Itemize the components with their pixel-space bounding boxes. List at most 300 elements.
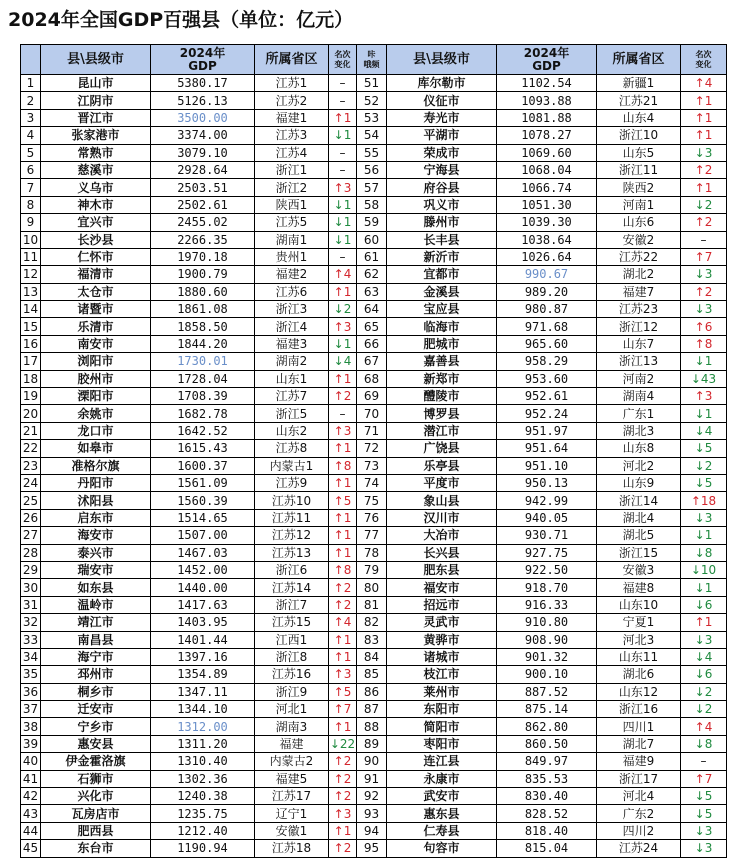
gdp-cell: 1682.78 bbox=[151, 405, 255, 422]
county-name-cell: 迁安市 bbox=[41, 701, 151, 718]
rank-cell: 79 bbox=[357, 561, 387, 578]
gdp-cell: 1311.20 bbox=[151, 735, 255, 752]
gdp-cell: 1190.94 bbox=[151, 840, 255, 857]
county-name-cell: 海安市 bbox=[41, 527, 151, 544]
rank-cell: 73 bbox=[357, 457, 387, 474]
rank-cell: 29 bbox=[21, 561, 41, 578]
province-cell: 浙江4 bbox=[255, 318, 329, 335]
table-row bbox=[21, 231, 727, 248]
province-cell: 山东10 bbox=[597, 596, 681, 613]
rank-cell: 52 bbox=[357, 92, 387, 109]
rank-cell: 8 bbox=[21, 196, 41, 213]
rank-cell: 24 bbox=[21, 474, 41, 491]
rank-cell: 61 bbox=[357, 248, 387, 265]
province-cell: 山东6 bbox=[597, 214, 681, 231]
rank-change-cell: ↑2 bbox=[681, 283, 727, 300]
gdp-cell: 980.87 bbox=[497, 301, 597, 318]
province-cell: 陕西2 bbox=[597, 179, 681, 196]
gdp-cell: 922.50 bbox=[497, 561, 597, 578]
rank-change-cell: ↑1 bbox=[681, 179, 727, 196]
gdp-cell: 1235.75 bbox=[151, 805, 255, 822]
rank-change-cell: ↑4 bbox=[681, 75, 727, 92]
county-name-cell: 海宁市 bbox=[41, 648, 151, 665]
rank-change-cell: ↑2 bbox=[329, 579, 357, 596]
county-name-cell: 乐清市 bbox=[41, 318, 151, 335]
rank-cell: 82 bbox=[357, 614, 387, 631]
gdp-cell: 828.52 bbox=[497, 805, 597, 822]
rank-change-cell: ↑1 bbox=[329, 648, 357, 665]
gdp-cell: 3079.10 bbox=[151, 144, 255, 161]
rank-change-cell: ↑2 bbox=[681, 161, 727, 178]
gdp-cell: 1560.39 bbox=[151, 492, 255, 509]
gdp-cell: 951.10 bbox=[497, 457, 597, 474]
province-cell: 江苏15 bbox=[255, 614, 329, 631]
county-name-cell: 新郑市 bbox=[387, 370, 497, 387]
table-row bbox=[21, 75, 727, 92]
rank-change-cell: ↑3 bbox=[329, 422, 357, 439]
rank-cell: 83 bbox=[357, 631, 387, 648]
county-name-cell: 福安市 bbox=[387, 579, 497, 596]
gdp-cell: 1302.36 bbox=[151, 770, 255, 787]
province-cell: 安徽2 bbox=[597, 231, 681, 248]
province-cell: 山东2 bbox=[255, 422, 329, 439]
table-row bbox=[21, 196, 727, 213]
rank-cell: 45 bbox=[21, 840, 41, 857]
rank-cell: 25 bbox=[21, 492, 41, 509]
county-name-cell: 枣阳市 bbox=[387, 735, 497, 752]
rank-change-cell: ↓3 bbox=[681, 301, 727, 318]
gdp-cell: 3500.00 bbox=[151, 109, 255, 126]
table-row bbox=[21, 388, 727, 405]
county-name-cell: 醴陵市 bbox=[387, 388, 497, 405]
province-cell: 江苏4 bbox=[255, 144, 329, 161]
province-cell: 福建8 bbox=[597, 579, 681, 596]
table-row bbox=[21, 527, 727, 544]
province-cell: 山东9 bbox=[597, 474, 681, 491]
province-cell: 浙江1 bbox=[255, 161, 329, 178]
province-cell: 湖北3 bbox=[597, 422, 681, 439]
county-name-cell: 惠东县 bbox=[387, 805, 497, 822]
rank-change-cell: ↓5 bbox=[681, 440, 727, 457]
province-cell: 安徽3 bbox=[597, 561, 681, 578]
table-row bbox=[21, 109, 727, 126]
province-cell: 湖北2 bbox=[597, 266, 681, 283]
county-name-cell: 南安市 bbox=[41, 335, 151, 352]
province-cell: 湖南3 bbox=[255, 718, 329, 735]
province-cell: 陕西1 bbox=[255, 196, 329, 213]
province-cell: 福建5 bbox=[255, 770, 329, 787]
gdp-cell: 1212.40 bbox=[151, 822, 255, 839]
rank-change-cell: ↑5 bbox=[329, 492, 357, 509]
rank-change-cell: ↑1 bbox=[329, 440, 357, 457]
rank-change-cell: ↑1 bbox=[681, 109, 727, 126]
table-row bbox=[21, 353, 727, 370]
county-name-cell: 巩义市 bbox=[387, 196, 497, 213]
gdp-cell: 952.61 bbox=[497, 388, 597, 405]
gdp-cell: 965.60 bbox=[497, 335, 597, 352]
province-cell: 广东1 bbox=[597, 405, 681, 422]
rank-cell: 71 bbox=[357, 422, 387, 439]
gdp-cell: 1417.63 bbox=[151, 596, 255, 613]
county-name-cell: 金溪县 bbox=[387, 283, 497, 300]
table-row bbox=[21, 840, 727, 857]
province-cell: 新疆1 bbox=[597, 75, 681, 92]
county-name-cell: 大冶市 bbox=[387, 527, 497, 544]
province-cell: 浙江10 bbox=[597, 127, 681, 144]
table-row bbox=[21, 283, 727, 300]
gdp-cell: 1093.88 bbox=[497, 92, 597, 109]
page-title: 2024年全国GDP百强县（单位：亿元） bbox=[8, 9, 354, 31]
county-name-cell: 伊金霍洛旗 bbox=[41, 753, 151, 770]
gdp-cell: 1858.50 bbox=[151, 318, 255, 335]
county-name-cell: 象山县 bbox=[387, 492, 497, 509]
gdp-cell: 1861.08 bbox=[151, 301, 255, 318]
province-cell: 河北2 bbox=[597, 457, 681, 474]
rank-cell: 43 bbox=[21, 805, 41, 822]
table-row bbox=[21, 788, 727, 805]
county-name-cell: 滕州市 bbox=[387, 214, 497, 231]
table-row bbox=[21, 266, 727, 283]
province-cell: 江苏6 bbox=[255, 283, 329, 300]
province-cell: 湖北5 bbox=[597, 527, 681, 544]
rank-change-cell: ↓5 bbox=[681, 474, 727, 491]
table-row bbox=[21, 718, 727, 735]
gdp-cell: 1051.30 bbox=[497, 196, 597, 213]
county-name-cell: 肥西县 bbox=[41, 822, 151, 839]
county-name-cell: 仁寿县 bbox=[387, 822, 497, 839]
gdp-cell: 1312.00 bbox=[151, 718, 255, 735]
gdp-cell: 1026.64 bbox=[497, 248, 597, 265]
header-change-left: 名次 变化 bbox=[329, 45, 357, 75]
province-cell: 山东7 bbox=[597, 335, 681, 352]
rank-cell: 90 bbox=[357, 753, 387, 770]
county-name-cell: 长丰县 bbox=[387, 231, 497, 248]
rank-cell: 87 bbox=[357, 701, 387, 718]
rank-change-cell: ↑1 bbox=[329, 283, 357, 300]
gdp-cell: 1615.43 bbox=[151, 440, 255, 457]
province-cell: 湖北7 bbox=[597, 735, 681, 752]
rank-cell: 51 bbox=[357, 75, 387, 92]
rank-change-cell: ↑7 bbox=[681, 770, 727, 787]
county-name-cell: 乐亭县 bbox=[387, 457, 497, 474]
county-name-cell: 胶州市 bbox=[41, 370, 151, 387]
header-rank-right: 咔 哦频 bbox=[357, 45, 387, 75]
county-name-cell: 汉川市 bbox=[387, 509, 497, 526]
gdp-cell: 1844.20 bbox=[151, 335, 255, 352]
gdp-cell: 875.14 bbox=[497, 701, 597, 718]
province-cell: 江苏13 bbox=[255, 544, 329, 561]
gdp-cell: 835.53 bbox=[497, 770, 597, 787]
header-name-left: 县\县级市 bbox=[41, 45, 151, 75]
rank-cell: 21 bbox=[21, 422, 41, 439]
rank-change-cell: ↑1 bbox=[329, 509, 357, 526]
county-name-cell: 桐乡市 bbox=[41, 683, 151, 700]
county-name-cell: 宜兴市 bbox=[41, 214, 151, 231]
rank-change-cell: ↓1 bbox=[329, 127, 357, 144]
province-cell: 广东2 bbox=[597, 805, 681, 822]
rank-cell: 78 bbox=[357, 544, 387, 561]
rank-cell: 59 bbox=[357, 214, 387, 231]
gdp-cell: 1401.44 bbox=[151, 631, 255, 648]
county-name-cell: 准格尔旗 bbox=[41, 457, 151, 474]
gdp-cell: 942.99 bbox=[497, 492, 597, 509]
rank-change-cell: – bbox=[681, 753, 727, 770]
gdp-cell: 1561.09 bbox=[151, 474, 255, 491]
rank-change-cell: – bbox=[681, 231, 727, 248]
header-change-right: 名次 变化 bbox=[681, 45, 727, 75]
rank-cell: 67 bbox=[357, 353, 387, 370]
rank-cell: 38 bbox=[21, 718, 41, 735]
rank-cell: 95 bbox=[357, 840, 387, 857]
province-cell: 河北1 bbox=[255, 701, 329, 718]
rank-change-cell: ↓1 bbox=[681, 527, 727, 544]
table-row bbox=[21, 735, 727, 752]
header-rank-left bbox=[21, 45, 41, 75]
province-cell: 湖南2 bbox=[255, 353, 329, 370]
rank-cell: 60 bbox=[357, 231, 387, 248]
rank-change-cell: ↑1 bbox=[329, 474, 357, 491]
gdp-cell: 849.97 bbox=[497, 753, 597, 770]
rank-cell: 94 bbox=[357, 822, 387, 839]
rank-change-cell: ↑8 bbox=[329, 457, 357, 474]
rank-change-cell: ↓22 bbox=[329, 737, 356, 752]
county-name-cell: 江阴市 bbox=[41, 92, 151, 109]
gdp-cell: 5380.17 bbox=[151, 75, 255, 92]
gdp-cell: 1507.00 bbox=[151, 527, 255, 544]
province-cell: 四川1 bbox=[597, 718, 681, 735]
gdp-table-container bbox=[20, 44, 726, 858]
table-row bbox=[21, 666, 727, 683]
rank-cell: 54 bbox=[357, 127, 387, 144]
gdp-cell: 1066.74 bbox=[497, 179, 597, 196]
gdp-cell: 918.70 bbox=[497, 579, 597, 596]
province-cell: 宁夏1 bbox=[597, 614, 681, 631]
province-cell: 浙江13 bbox=[597, 353, 681, 370]
rank-cell: 32 bbox=[21, 614, 41, 631]
county-name-cell: 博罗县 bbox=[387, 405, 497, 422]
province-cell: 江苏8 bbox=[255, 440, 329, 457]
province-cell: 江苏9 bbox=[255, 474, 329, 491]
table-row bbox=[21, 683, 727, 700]
county-name-cell: 慈溪市 bbox=[41, 161, 151, 178]
rank-change-cell: – bbox=[329, 144, 357, 161]
county-name-cell: 惠安县 bbox=[41, 735, 151, 752]
rank-change-cell: ↓8 bbox=[681, 735, 727, 752]
rank-change-cell: ↓1 bbox=[329, 196, 357, 213]
county-name-cell: 仪征市 bbox=[387, 92, 497, 109]
gdp-cell: 1452.00 bbox=[151, 561, 255, 578]
gdp-cell: 990.67 bbox=[497, 266, 597, 283]
province-cell: 江苏11 bbox=[255, 509, 329, 526]
table-row bbox=[21, 561, 727, 578]
province-cell: 福建9 bbox=[597, 753, 681, 770]
rank-change-cell: ↓3 bbox=[681, 509, 727, 526]
rank-change-cell: – bbox=[329, 248, 357, 265]
rank-cell: 72 bbox=[357, 440, 387, 457]
province-cell: 河北4 bbox=[597, 788, 681, 805]
rank-cell: 31 bbox=[21, 596, 41, 613]
rank-change-cell: ↑2 bbox=[329, 596, 357, 613]
table-row bbox=[21, 179, 727, 196]
rank-change-cell: ↑1 bbox=[329, 370, 357, 387]
province-cell: 湖北6 bbox=[597, 666, 681, 683]
province-cell: 贵州1 bbox=[255, 248, 329, 265]
county-name-cell: 宁乡市 bbox=[41, 718, 151, 735]
table-row bbox=[21, 579, 727, 596]
rank-change-cell: ↓2 bbox=[681, 683, 727, 700]
rank-change-cell: ↑7 bbox=[329, 701, 357, 718]
rank-cell: 20 bbox=[21, 405, 41, 422]
gdp-cell: 1900.79 bbox=[151, 266, 255, 283]
rank-cell: 15 bbox=[21, 318, 41, 335]
rank-cell: 39 bbox=[21, 735, 41, 752]
county-name-cell: 浏阳市 bbox=[41, 353, 151, 370]
county-name-cell: 诸暨市 bbox=[41, 301, 151, 318]
county-name-cell: 张家港市 bbox=[41, 127, 151, 144]
table-row bbox=[21, 301, 727, 318]
table-row bbox=[21, 457, 727, 474]
gdp-cell: 1354.89 bbox=[151, 666, 255, 683]
province-cell: 福建3 bbox=[255, 335, 329, 352]
county-name-cell: 太仓市 bbox=[41, 283, 151, 300]
province-cell: 浙江17 bbox=[597, 770, 681, 787]
rank-cell: 93 bbox=[357, 805, 387, 822]
gdp-cell: 958.29 bbox=[497, 353, 597, 370]
county-name-cell: 肥东县 bbox=[387, 561, 497, 578]
rank-change-cell: ↑3 bbox=[329, 179, 357, 196]
province-cell: 湖南1 bbox=[255, 231, 329, 248]
rank-cell: 89 bbox=[357, 735, 387, 752]
rank-cell: 13 bbox=[21, 283, 41, 300]
county-name-cell: 泰兴市 bbox=[41, 544, 151, 561]
rank-cell: 33 bbox=[21, 631, 41, 648]
rank-cell: 63 bbox=[357, 283, 387, 300]
rank-cell: 40 bbox=[21, 753, 41, 770]
rank-cell: 1 bbox=[21, 75, 41, 92]
rank-cell: 23 bbox=[21, 457, 41, 474]
gdp-cell: 940.05 bbox=[497, 509, 597, 526]
province-cell: 浙江15 bbox=[597, 544, 681, 561]
rank-cell: 75 bbox=[357, 492, 387, 509]
province-cell: 江苏5 bbox=[255, 214, 329, 231]
rank-cell: 3 bbox=[21, 109, 41, 126]
rank-change-cell: ↑1 bbox=[681, 614, 727, 631]
county-name-cell: 莱州市 bbox=[387, 683, 497, 700]
rank-change-cell: ↓2 bbox=[329, 301, 357, 318]
rank-cell: 10 bbox=[21, 231, 41, 248]
gdp-cell: 1728.04 bbox=[151, 370, 255, 387]
rank-change-cell: ↑1 bbox=[329, 109, 357, 126]
rank-cell: 65 bbox=[357, 318, 387, 335]
county-name-cell: 瑞安市 bbox=[41, 561, 151, 578]
gdp-cell: 1081.88 bbox=[497, 109, 597, 126]
gdp-cell: 1467.03 bbox=[151, 544, 255, 561]
rank-change-cell: ↓6 bbox=[681, 596, 727, 613]
province-cell: 四川2 bbox=[597, 822, 681, 839]
rank-cell: 85 bbox=[357, 666, 387, 683]
rank-change-cell: ↓6 bbox=[681, 666, 727, 683]
province-cell: 内蒙古2 bbox=[255, 753, 329, 770]
rank-change-cell: ↓3 bbox=[681, 144, 727, 161]
table-row bbox=[21, 92, 727, 109]
rank-cell: 64 bbox=[357, 301, 387, 318]
rank-change-cell: ↑2 bbox=[329, 388, 357, 405]
rank-change-cell: ↑3 bbox=[329, 666, 357, 683]
rank-change-cell: ↑3 bbox=[681, 388, 727, 405]
rank-cell: 28 bbox=[21, 544, 41, 561]
table-row bbox=[21, 701, 727, 718]
rank-change-cell: ↑1 bbox=[329, 718, 357, 735]
rank-cell: 2 bbox=[21, 92, 41, 109]
province-cell: 河南2 bbox=[597, 370, 681, 387]
county-name-cell: 枝江市 bbox=[387, 666, 497, 683]
county-name-cell: 长兴县 bbox=[387, 544, 497, 561]
rank-change-cell: ↓4 bbox=[681, 648, 727, 665]
rank-cell: 5 bbox=[21, 144, 41, 161]
province-cell: 江苏22 bbox=[597, 248, 681, 265]
province-cell: 浙江5 bbox=[255, 405, 329, 422]
gdp-cell: 1068.04 bbox=[497, 161, 597, 178]
county-name-cell: 兴化市 bbox=[41, 788, 151, 805]
county-name-cell: 永康市 bbox=[387, 770, 497, 787]
header-gdp-left: 2024年 GDP bbox=[151, 45, 255, 75]
rank-cell: 66 bbox=[357, 335, 387, 352]
county-name-cell: 黄骅市 bbox=[387, 631, 497, 648]
gdp-cell: 1730.01 bbox=[151, 353, 255, 370]
rank-change-cell: ↑3 bbox=[329, 318, 357, 335]
table-row bbox=[21, 248, 727, 265]
province-cell: 江苏1 bbox=[255, 75, 329, 92]
province-cell: 江苏2 bbox=[255, 92, 329, 109]
rank-change-cell: ↓2 bbox=[681, 701, 727, 718]
gdp-cell: 1038.64 bbox=[497, 231, 597, 248]
rank-change-cell: ↓4 bbox=[681, 422, 727, 439]
province-cell: 江苏18 bbox=[255, 840, 329, 857]
rank-cell: 35 bbox=[21, 666, 41, 683]
county-name-cell: 武安市 bbox=[387, 788, 497, 805]
county-name-cell: 溧阳市 bbox=[41, 388, 151, 405]
table-row bbox=[21, 127, 727, 144]
rank-change-cell: – bbox=[329, 75, 357, 92]
table-row bbox=[21, 492, 727, 509]
county-name-cell: 诸城市 bbox=[387, 648, 497, 665]
county-name-cell: 义乌市 bbox=[41, 179, 151, 196]
gdp-cell: 1397.16 bbox=[151, 648, 255, 665]
county-name-cell: 连江县 bbox=[387, 753, 497, 770]
county-name-cell: 神木市 bbox=[41, 196, 151, 213]
gdp-cell: 818.40 bbox=[497, 822, 597, 839]
table-row bbox=[21, 370, 727, 387]
county-name-cell: 晋江市 bbox=[41, 109, 151, 126]
county-name-cell: 灵武市 bbox=[387, 614, 497, 631]
gdp-cell: 2455.02 bbox=[151, 214, 255, 231]
province-cell: 江苏23 bbox=[597, 301, 681, 318]
province-cell: 江苏12 bbox=[255, 527, 329, 544]
county-name-cell: 仁怀市 bbox=[41, 248, 151, 265]
rank-change-cell: ↓43 bbox=[681, 370, 727, 387]
rank-cell: 9 bbox=[21, 214, 41, 231]
province-cell: 江苏21 bbox=[597, 92, 681, 109]
county-name-cell: 龙口市 bbox=[41, 422, 151, 439]
rank-cell: 86 bbox=[357, 683, 387, 700]
gdp-cell: 2928.64 bbox=[151, 161, 255, 178]
rank-change-cell: ↑3 bbox=[329, 805, 357, 822]
rank-cell: 91 bbox=[357, 770, 387, 787]
province-cell: 安徽1 bbox=[255, 822, 329, 839]
header-gdp-right: 2024年 GDP bbox=[497, 45, 597, 75]
county-name-cell: 丹阳市 bbox=[41, 474, 151, 491]
gdp-cell: 1440.00 bbox=[151, 579, 255, 596]
